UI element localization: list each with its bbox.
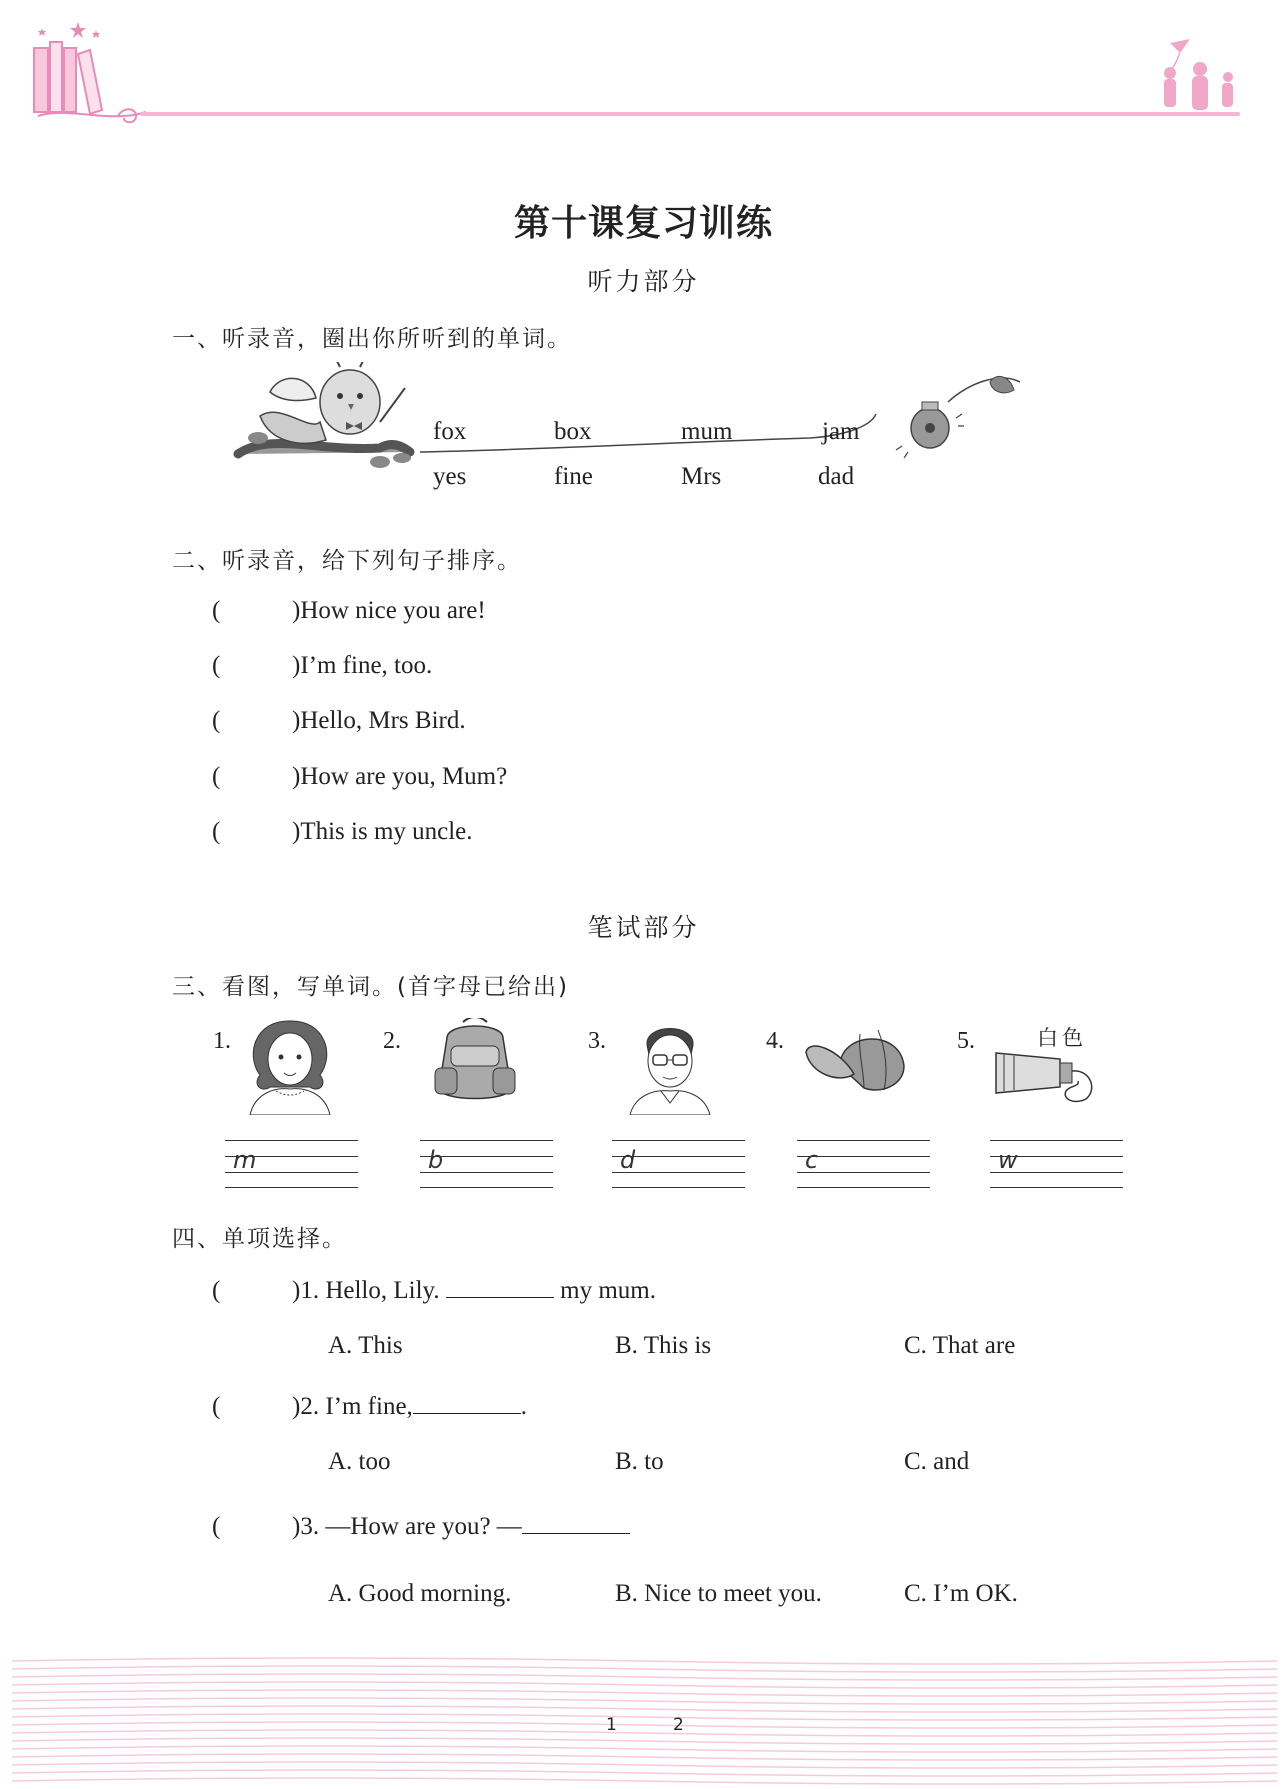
writing-section-title: 笔试部分 — [587, 913, 700, 942]
listen-word: mum — [681, 418, 733, 445]
order-sentence: )I’m fine, too. — [292, 652, 433, 679]
answer-paren[interactable]: ( — [212, 597, 221, 624]
option-c[interactable]: C. I’m OK. — [904, 1580, 1018, 1607]
answer-paren[interactable]: ( — [212, 763, 221, 790]
picture-number: 2. — [383, 1028, 401, 1054]
listen-word: Mrs — [681, 463, 722, 490]
order-sentence: )How nice you are! — [292, 597, 486, 624]
woman-face-icon — [240, 1015, 340, 1115]
option-a[interactable]: A. This — [328, 1332, 403, 1359]
picture-number: 3. — [588, 1028, 606, 1054]
question-3-heading: 三、看图，写单词。(首字母已给出) — [172, 974, 569, 1000]
answer-paren[interactable]: ( — [212, 707, 221, 734]
question-text: . — [520, 1393, 528, 1420]
order-item — [212, 707, 466, 735]
option-a[interactable]: A. Good morning. — [328, 1580, 512, 1607]
question-1-heading: 一、听录音，圈出你所听到的单词。 — [172, 326, 572, 352]
listen-word: fine — [554, 463, 593, 490]
question-text: )2. I’m fine, — [292, 1393, 413, 1420]
answer-paren[interactable]: ( — [212, 1393, 221, 1420]
first-letter: b — [428, 1146, 444, 1174]
picture-man — [625, 1015, 715, 1119]
question-2-heading: 二、听录音，给下列句子排序。 — [172, 548, 522, 574]
cap-icon — [800, 1022, 910, 1102]
first-letter: w — [998, 1146, 1018, 1174]
header-logo — [28, 18, 158, 128]
footer-band — [12, 1655, 1277, 1789]
order-sentence: )How are you, Mum? — [292, 763, 508, 790]
answer-blank[interactable] — [522, 1511, 630, 1534]
first-letter: c — [805, 1146, 819, 1174]
books-logo-icon — [28, 18, 158, 128]
option-b[interactable]: B. to — [615, 1448, 664, 1475]
bird-icon — [260, 362, 405, 443]
page-title: 第十课复习训练 — [513, 203, 773, 244]
writing-line[interactable] — [797, 1140, 930, 1188]
picture-paint-tube — [990, 1045, 1100, 1114]
order-sentence: )This is my uncle. — [292, 818, 473, 845]
option-b[interactable]: B. Nice to meet you. — [615, 1580, 822, 1607]
listening-section-title: 听力部分 — [587, 267, 700, 296]
question-text: )1. Hello, Lily. — [292, 1277, 440, 1304]
order-item — [212, 597, 486, 625]
picture-backpack — [427, 1018, 523, 1112]
speaker-icon — [896, 376, 1020, 458]
header-rule — [140, 112, 1240, 116]
option-c[interactable]: C. and — [904, 1448, 970, 1475]
first-letter: d — [620, 1146, 636, 1174]
choice-question — [212, 1511, 630, 1541]
paint-caption: 白色 — [1037, 1026, 1087, 1050]
question-text: my mum. — [560, 1277, 656, 1304]
paint-tube-icon — [990, 1045, 1100, 1110]
first-letter: m — [233, 1146, 257, 1174]
order-item — [212, 652, 432, 680]
bird-branch-illustration — [230, 362, 1020, 482]
children-kite-icon — [1150, 35, 1250, 120]
order-sentence: )Hello, Mrs Bird. — [292, 707, 466, 734]
picture-number: 4. — [766, 1028, 784, 1054]
option-c[interactable]: C. That are — [904, 1332, 1016, 1359]
listen-word: fox — [433, 418, 467, 445]
question-4-heading: 四、单项选择。 — [172, 1226, 347, 1252]
choice-question — [212, 1275, 656, 1305]
writing-line[interactable] — [612, 1140, 745, 1188]
choice-question — [212, 1391, 527, 1421]
man-with-glasses-icon — [625, 1015, 715, 1115]
option-b[interactable]: B. This is — [615, 1332, 712, 1359]
answer-paren[interactable]: ( — [212, 652, 221, 679]
answer-blank[interactable] — [413, 1391, 521, 1414]
order-item — [212, 763, 507, 791]
order-item — [212, 818, 473, 846]
picture-cap — [800, 1022, 910, 1106]
writing-line[interactable] — [990, 1140, 1123, 1188]
writing-line[interactable] — [420, 1140, 553, 1188]
question-text: )3. —How are you? — — [292, 1513, 522, 1540]
listen-word: yes — [433, 463, 467, 490]
page-number-right: 2 — [673, 1715, 684, 1735]
backpack-icon — [427, 1018, 523, 1108]
header-decoration — [1150, 35, 1250, 120]
answer-paren[interactable]: ( — [212, 1277, 221, 1304]
page-number-left: 1 — [606, 1715, 617, 1735]
listen-word: dad — [818, 463, 855, 490]
listen-word: jam — [822, 418, 860, 445]
picture-woman — [240, 1015, 340, 1119]
picture-number: 1. — [213, 1028, 231, 1054]
answer-blank[interactable] — [446, 1275, 554, 1298]
listen-word: box — [554, 418, 592, 445]
writing-line[interactable] — [225, 1140, 358, 1188]
answer-paren[interactable]: ( — [212, 1513, 221, 1540]
picture-number: 5. — [957, 1028, 975, 1054]
option-a[interactable]: A. too — [328, 1448, 391, 1475]
answer-paren[interactable]: ( — [212, 818, 221, 845]
